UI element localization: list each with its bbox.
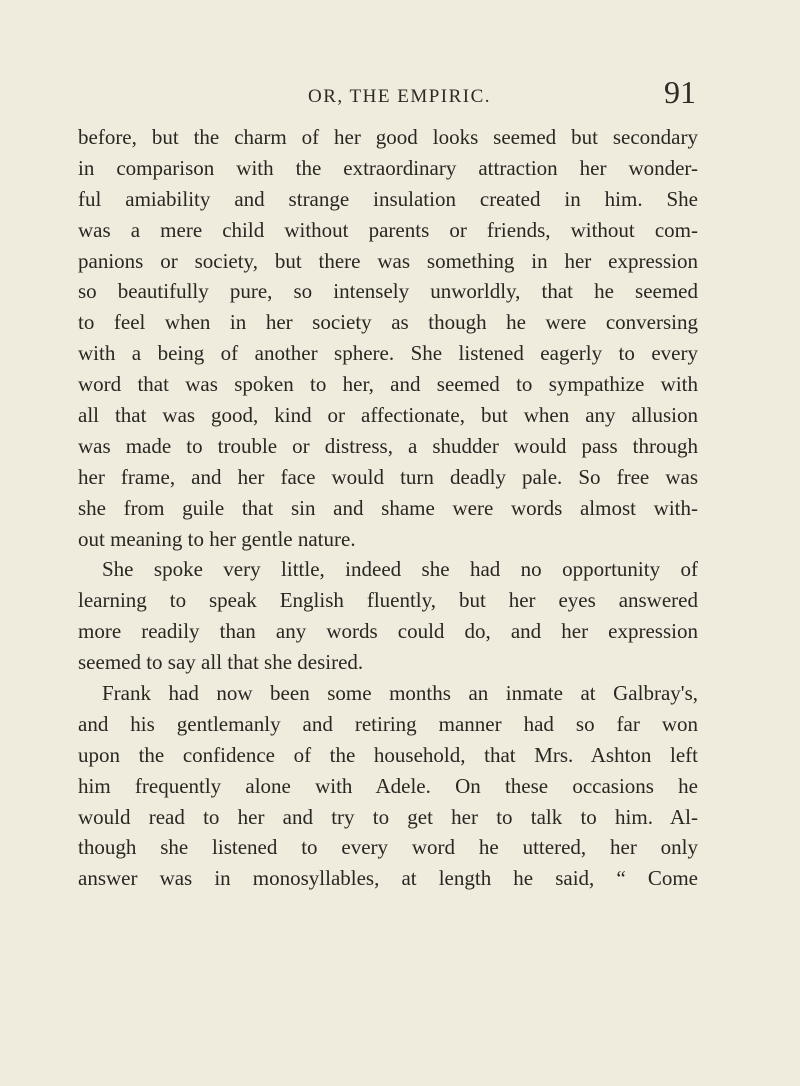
- text-line: word that was spoken to her, and seemed to sympathize with: [78, 372, 698, 397]
- text-line: was a mere child without parents or friends, without com-: [78, 217, 698, 242]
- text-line: before, but the charm of her good looks seemed but secondary: [78, 125, 698, 149]
- text-line: her frame, and her face would turn deadly pale. So free was: [78, 464, 698, 489]
- text-line: learning to speak English fluently, but her eyes answered: [78, 588, 698, 613]
- text-line: answer was in monosyllables, at length he said, “ Come: [78, 866, 698, 891]
- text-line: though she listened to every word he uttered, her only: [78, 835, 698, 860]
- text-line: upon the confidence of the household, that Mrs. Ashton left: [78, 742, 698, 767]
- text-line: more readily than any words could do, and her expression: [78, 619, 698, 644]
- text-line: with a being of another sphere. She listened eagerly to every: [78, 341, 698, 366]
- text-line: ful amiability and strange insulation created in him. She: [78, 186, 698, 211]
- text-line: and his gentlemanly and retiring manner had so far won: [78, 711, 698, 736]
- text-line: all that was good, kind or affectionate, but when any allusion: [78, 403, 698, 428]
- text-line: in comparison with the extraordinary attraction her wonder-: [78, 155, 698, 180]
- body-text: [78, 122, 698, 894]
- text-line: panions or society, but there was something in her expression: [78, 248, 698, 273]
- text-line: out meaning to her gentle nature.: [78, 526, 356, 551]
- text-line: would read to her and try to get her to talk to him. Al-: [78, 804, 698, 829]
- text-line: seemed to say all that she desired.: [78, 650, 364, 675]
- text-line: Frank had now been some months an inmate at Galbray's,: [102, 681, 698, 706]
- text-line: to feel when in her society as though he were conversing: [78, 310, 698, 335]
- text-line: him frequently alone with Adele. On these occasions he: [78, 773, 698, 798]
- running-title: OR, THE EMPIRIC.: [308, 86, 492, 107]
- text-line: She spoke very little, indeed she had no opportunity of: [102, 557, 698, 582]
- page-number: 91: [664, 74, 696, 110]
- text-line: so beautifully pure, so intensely unworldly, that he seemed: [78, 279, 698, 304]
- text-line: she from guile that sin and shame were words almost with-: [78, 495, 698, 520]
- text-line: was made to trouble or distress, a shudder would pass through: [78, 433, 698, 458]
